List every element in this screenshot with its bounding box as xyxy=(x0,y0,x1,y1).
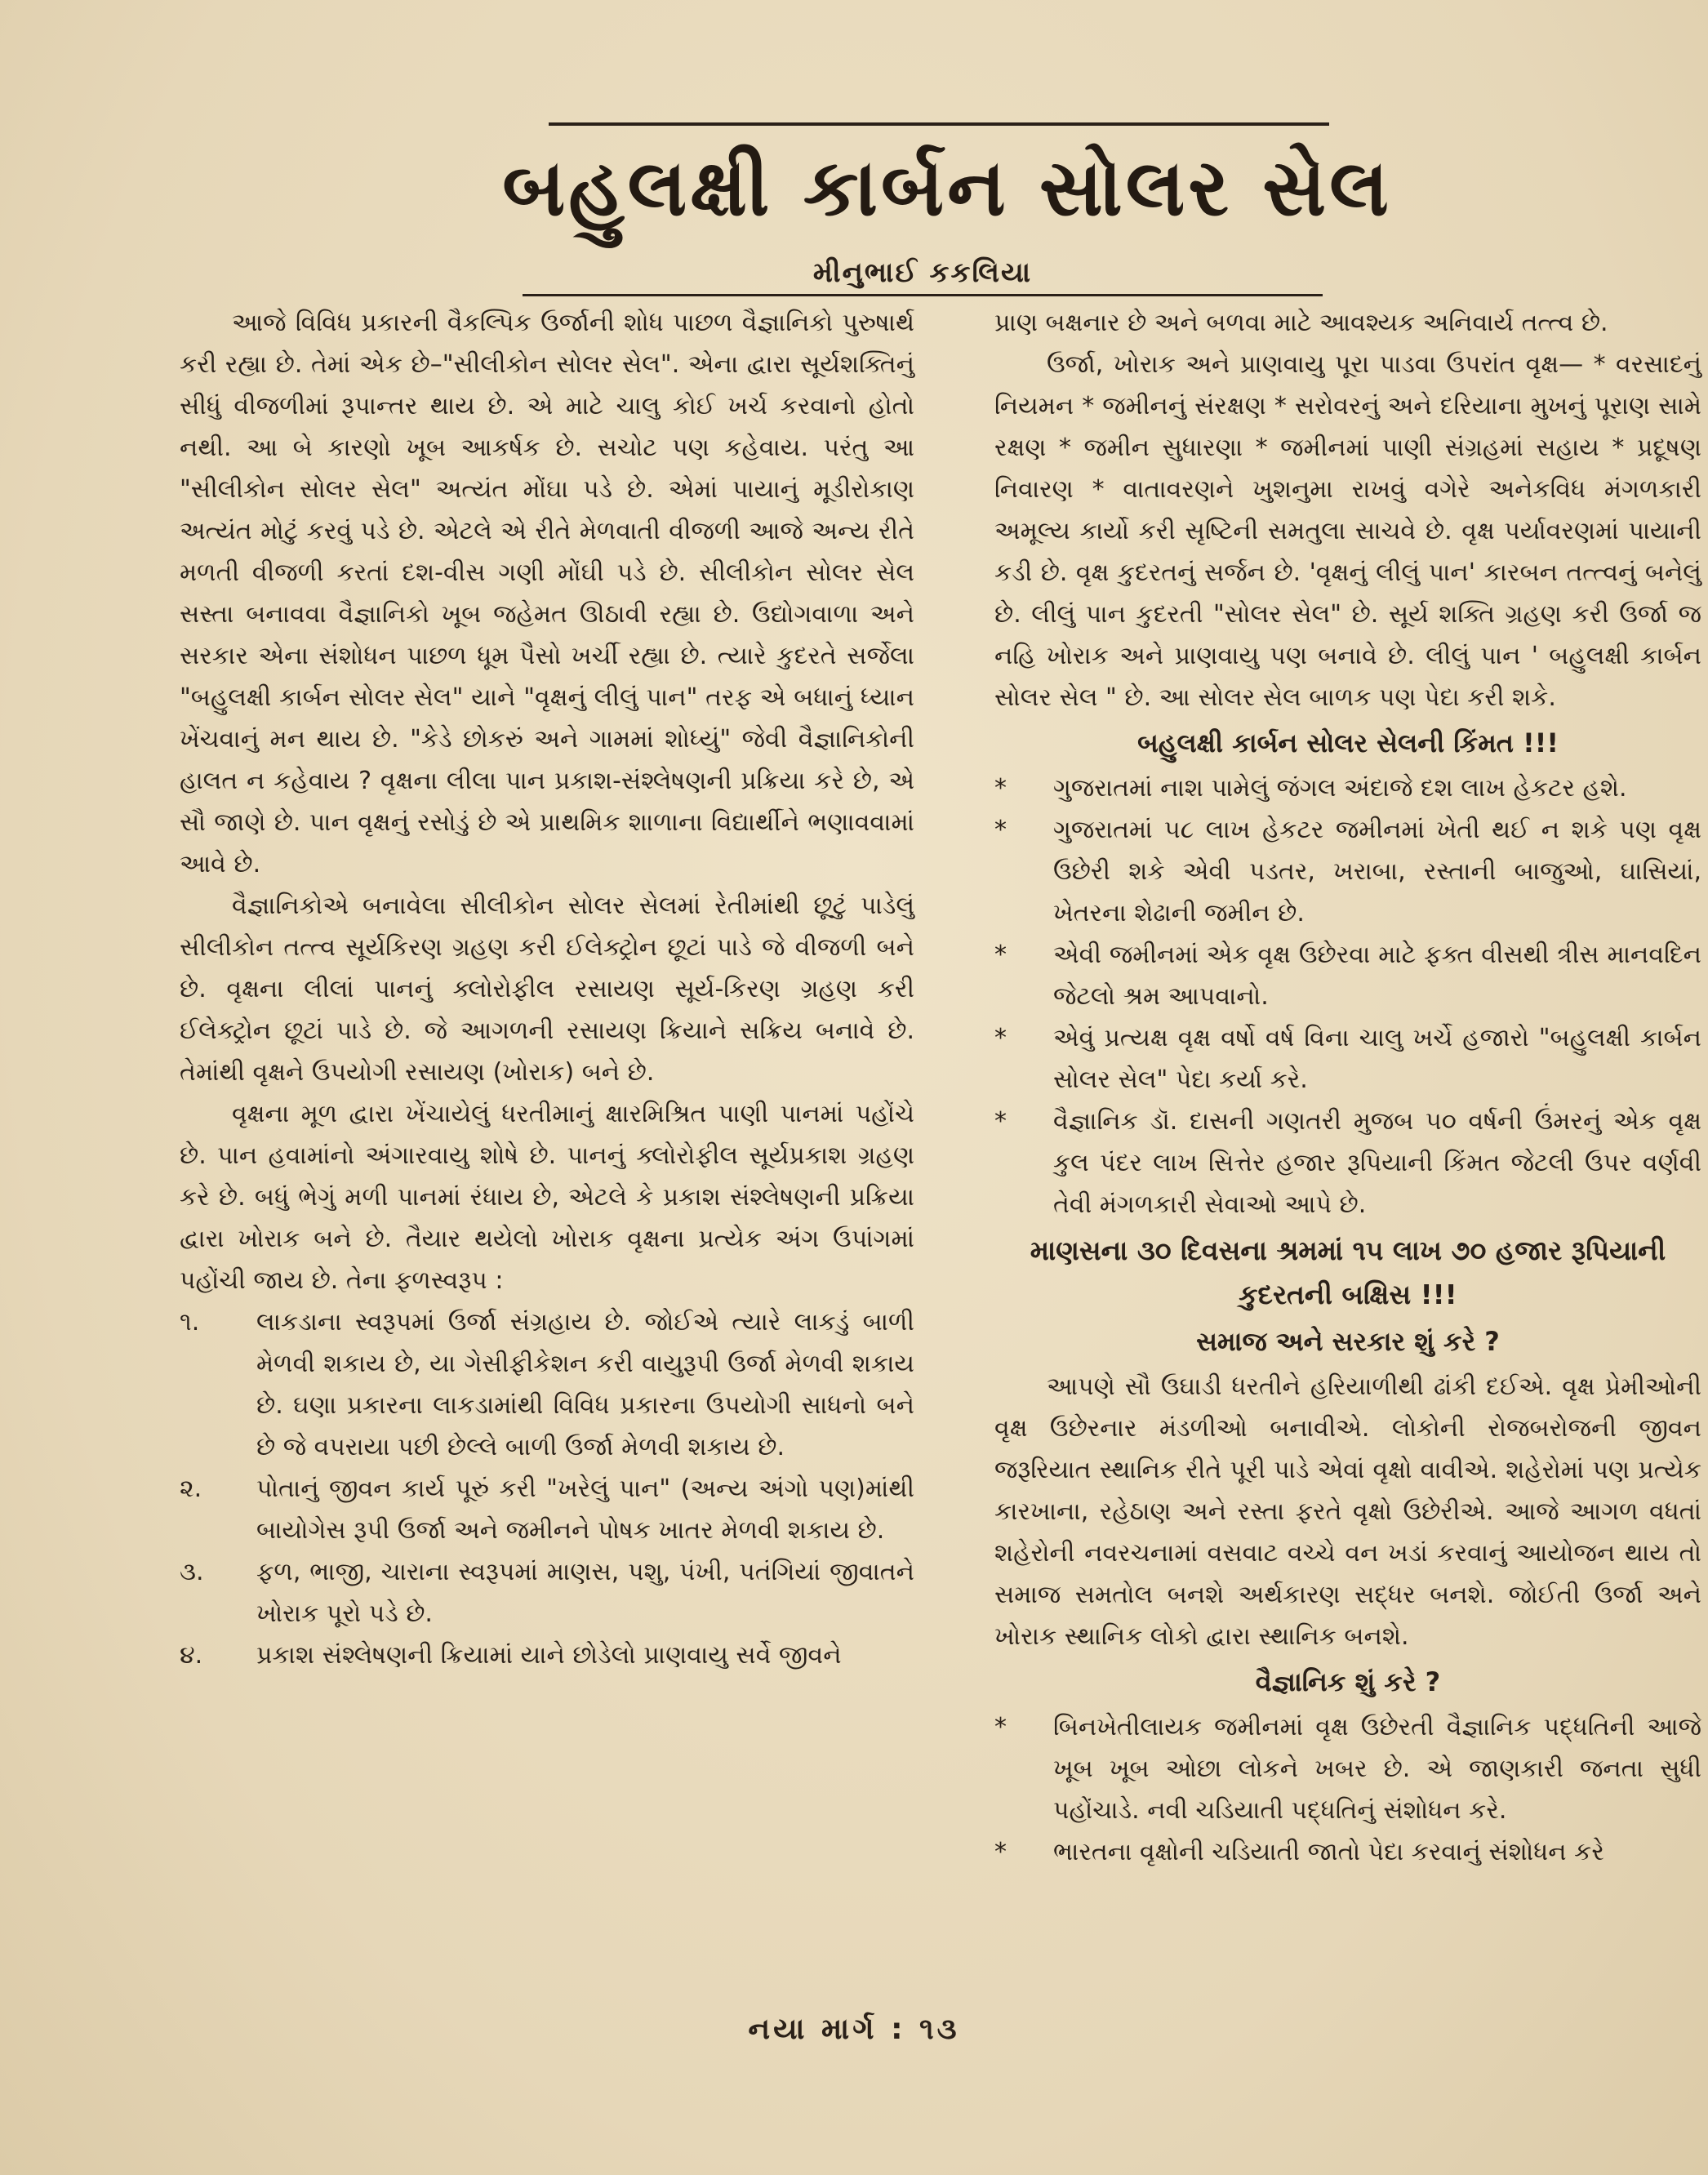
section-heading: વૈજ્ઞાનિક શું કરે ? xyxy=(1255,1666,1441,1697)
numbered-list xyxy=(180,1301,914,1676)
list-item xyxy=(180,1551,914,1635)
list-text: ફળ, ભાજી, ચારાના સ્વરૂપમાં માણસ, પશુ, પંખી, પતંગિયાં જીવાતને ખોરાક પૂરો પડે છે. xyxy=(256,1558,914,1628)
list-text: ગુજરાતમાં નાશ પામેલું જંગલ અંદાજે દશ લાખ હેકટર હશે. xyxy=(1053,774,1627,803)
paragraph: વૃક્ષના મૂળ દ્વારા ખેંચાયેલું ધરતીમાનું ક્ષારમિશ્રિત પાણી પાનમાં પહોંચે છે. પાન હવામાંનો અંગારવાયુ શોષે છે. પાનનું ક્લોરોફીલ સૂર્યપ્રકાશ ગ્રહણ કરે છે. બધું ભેગું મળી પાનમાં રંધાય છે, એટલે કે પ્રકાશ સંશ્લેષણની પ્રક્રિયા દ્વારા ખોરાક બને છે. તૈયાર થયેલો ખોરાક વૃક્ષના પ્રત્યેક અંગ ઉપાંગમાં પહોંચી જાય છે. તેના ફળસ્વરૂપ : xyxy=(180,1100,914,1295)
paragraph: આપણે સૌ ઉઘાડી ધરતીને હરિયાળીથી ઢાંકી દઈએ. વૃક્ષ પ્રેમીઓની વૃક્ષ ઉછેરનાર મંડળીઓ બનાવીએ. લોકોની રોજબરોજની જીવન જરૂરિયાત સ્થાનિક રીતે પૂરી પાડે એવાં વૃક્ષો વાવીએ. શહેરોમાં પણ પ્રત્યેક કારખાના, રહેઠાણ અને રસ્તા ફરતે વૃક્ષો ઉછેરીએ. આજે આગળ વધતાં શહેરોની નવરચનામાં વસવાટ વચ્ચે વન ખડાં કરવાનું આયોજન થાય તો સમાજ સમતોલ બનશે અર્થકારણ સદ્ધર બનશે. જોઈતી ઉર્જા અને ખોરાક સ્થાનિક લોકો દ્વારા સ્થાનિક બનશે. xyxy=(994,1372,1701,1651)
asterisk-icon: * xyxy=(994,1713,1007,1741)
asterisk-icon: * xyxy=(994,1838,1007,1866)
list-item xyxy=(180,1635,914,1676)
list-item xyxy=(994,1101,1701,1225)
left-column xyxy=(180,302,914,1676)
list-text: એવી જમીનમાં એક વૃક્ષ ઉછેરવા માટે ફક્ત વીસથી ત્રીસ માનવદિન જેટલો શ્રમ આપવાનો. xyxy=(1053,941,1701,1011)
star-list xyxy=(994,1706,1701,1873)
asterisk-icon: * xyxy=(994,1107,1007,1136)
list-text: ગુજરાતમાં ૫૮ લાખ હેકટર જમીનમાં ખેતી થઈ ન શકે પણ વૃક્ષ ઉછેરી શકે એવી પડતર, ખરાબા, રસ્તાની બાજુઓ, ઘાસિયાં, ખેતરના શેઢાની જમીન છે. xyxy=(1053,816,1701,927)
author-name: મીનુભાઈ કકલિયા xyxy=(812,256,1033,289)
article-title: બહુલક્ષી કાર્બન સોલર સેલ xyxy=(502,142,1392,234)
list-text: ભારતના વૃક્ષોની ચડિયાતી જાતો પેદા કરવાનું સંશોધન કરે xyxy=(1053,1838,1604,1866)
asterisk-icon: * xyxy=(994,774,1007,803)
section-heading: બહુલક્ષી કાર્બન સોલર સેલની કિંમત !!! xyxy=(1137,727,1559,758)
paragraph: પ્રાણ બક્ષનાર છે અને બળવા માટે આવશ્યક અનિવાર્ય તત્ત્વ છે. xyxy=(994,309,1608,337)
author-rule xyxy=(523,294,1323,296)
list-text: એવું પ્રત્યક્ષ વૃક્ષ વર્ષો વર્ષ વિના ચાલુ ખર્ચે હજારો "બહુલક્ષી કાર્બન સોલર સેલ" પેદા કર્યા કરે. xyxy=(1053,1024,1701,1094)
list-number: ૧. xyxy=(180,1308,200,1337)
right-column xyxy=(994,302,1701,1873)
list-number: ૨. xyxy=(180,1474,202,1503)
list-text: પ્રકાશ સંશ્લેષણની ક્રિયામાં યાને છોડેલો પ્રાણવાયુ સર્વે જીવને xyxy=(256,1641,842,1670)
list-item xyxy=(994,1706,1701,1831)
list-number: ૩. xyxy=(180,1558,204,1586)
list-item xyxy=(994,809,1701,934)
list-item xyxy=(180,1301,914,1468)
star-list xyxy=(994,767,1701,1225)
list-text: વૈજ્ઞાનિક ડૉ. દાસની ગણતરી મુજબ ૫૦ વર્ષની ઉંમરનું એક વૃક્ષ કુલ પંદર લાખ સિત્તેર હજાર રૂપિયાની કિંમત જેટલી ઉપર વર્ણવી તેવી મંગળકારી સેવાઓ આપે છે. xyxy=(1053,1107,1701,1219)
paragraph: ઉર્જા, ખોરાક અને પ્રાણવાયુ પૂરા પાડવા ઉપરાંત વૃક્ષ— * વરસાદનું નિયમન * જમીનનું સંરક્ષણ * સરોવરનું અને દરિયાના મુખનું પૂરાણ સામે રક્ષણ * જમીન સુધારણા * જમીનમાં પાણી સંગ્રહમાં સહાય * પ્રદૂષણ નિવારણ * વાતાવરણને ખુશનુમા રાખવું વગેરે અનેકવિધ મંગળકારી અમૂલ્ય કાર્યો કરી સૃષ્ટિની સમતુલા સાચવે છે. વૃક્ષ પર્યાવરણમાં પાયાની કડી છે. વૃક્ષ કુદરતનું સર્જન છે. 'વૃક્ષનું લીલું પાન' કારબન તત્ત્વનું બનેલું છે. લીલું પાન કુદરતી "સોલર સેલ" છે. સૂર્ય શક્તિ ગ્રહણ કરી ઉર્જા જ નહિ ખોરાક અને પ્રાણવાયુ પણ બનાવે છે. લીલું પાન ' બહુલક્ષી કાર્બન સોલર સેલ " છે. આ સોલર સેલ બાળક પણ પેદા કરી શકે. xyxy=(994,350,1701,712)
list-item xyxy=(994,767,1701,809)
page-footer: નયા માર્ગ : ૧૩ xyxy=(748,2013,960,2046)
list-item xyxy=(994,934,1701,1017)
title-rule xyxy=(549,122,1329,126)
list-item xyxy=(994,1831,1701,1873)
section-heading: સમાજ અને સરકાર શું કરે ? xyxy=(1196,1326,1500,1357)
paragraph: વૈજ્ઞાનિકોએ બનાવેલા સીલીકોન સોલર સેલમાં રેતીમાંથી છૂટું પાડેલું સીલીકોન તત્ત્વ સૂર્યકિરણ ગ્રહણ કરી ઈલેક્ટ્રોન છૂટાં પાડે જે વીજળી બને છે. વૃક્ષના લીલાં પાનનું ક્લોરોફીલ રસાયણ સૂર્ય-કિરણ ગ્રહણ કરી ઈલેક્ટ્રોન છૂટાં પાડે છે. જે આગળની રસાયણ ક્રિયાને સક્રિય બનાવે છે. તેમાંથી વૃક્ષને ઉપયોગી રસાયણ (ખોરાક) બને છે. xyxy=(180,892,914,1087)
list-text: પોતાનું જીવન કાર્ય પૂરું કરી "ખરેલું પાન" (અન્ય અંગો પણ)માંથી બાયોગેસ રૂપી ઉર્જા અને જમીનને પોષક ખાતર મેળવી શકાય છે. xyxy=(256,1474,914,1545)
list-number: ૪. xyxy=(180,1641,203,1670)
list-item xyxy=(994,1017,1701,1101)
asterisk-icon: * xyxy=(994,941,1007,969)
highlight-heading: માણસના ૩૦ દિવસના શ્રમમાં ૧૫ લાખ ૭૦ હજાર રૂપિયાની કુદરતની બક્ષિસ !!! xyxy=(1030,1234,1666,1310)
paragraph: આજે વિવિધ પ્રકારની વૈકલ્પિક ઉર્જાની શોધ પાછળ વૈજ્ઞાનિકો પુરુષાર્થ કરી રહ્યા છે. તેમાં એક છે–"સીલીકોન સોલર સેલ". એના દ્વારા સૂર્યશક્તિનું સીધું વીજળીમાં રૂપાન્તર થાય છે. એ માટે ચાલુ કોઈ ખર્ચ કરવાનો હોતો નથી. આ બે કારણો ખૂબ આકર્ષક છે. સચોટ પણ કહેવાય. પરંતુ આ "સીલીકોન સોલર સેલ" અત્યંત મોંઘા પડે છે. એમાં પાયાનું મૂડીરોકાણ અત્યંત મોટું કરવું પડે છે. એટલે એ રીતે મેળવાતી વીજળી આજે અન્ય રીતે મળતી વીજળી કરતાં દશ-વીસ ગણી મોંઘી પડે છે. સીલીકોન સોલર સેલ સસ્તા બનાવવા વૈજ્ઞાનિકો ખૂબ જહેમત ઊઠાવી રહ્યા છે. ઉદ્યોગવાળા અને સરકાર એના સંશોધન પાછળ ધૂમ પૈસો ખર્ચી રહ્યા છે. ત્યારે કુદરતે સર્જેલા "બહુલક્ષી કાર્બન સોલર સેલ" યાને "વૃક્ષનું લીલું પાન" તરફ એ બધાનું ધ્યાન ખેંચવાનું મન થાય છે. "કેડે છોકરું અને ગામમાં શોધ્યું" જેવી વૈજ્ઞાનિકોની હાલત ન કહેવાય ? વૃક્ષના લીલા પાન પ્રકાશ-સંશ્લેષણની પ્રક્રિયા કરે છે, એ સૌ જાણે છે. પાન વૃક્ષનું રસોડું છે એ પ્રાથમિક શાળાના વિદ્યાર્થીને ભણાવવામાં આવે છે. xyxy=(180,309,914,878)
list-text: બિનખેતીલાયક જમીનમાં વૃક્ષ ઉછેરતી વૈજ્ઞાનિક પદ્ધતિની આજે ખૂબ ખૂબ ઓછા લોકને ખબર છે. એ જાણકારી જનતા સુધી પહોંચાડે. નવી ચડિયાતી પદ્ધતિનું સંશોધન કરે. xyxy=(1053,1713,1701,1825)
list-text: લાકડાના સ્વરૂપમાં ઉર્જા સંગ્રહાય છે. જોઈએ ત્યારે લાકડું બાળી મેળવી શકાય છે, યા ગેસીફીકેશન કરી વાયુરૂપી ઉર્જા મેળવી શકાય છે. ઘણા પ્રકારના લાકડામાંથી વિવિધ પ્રકારના ઉપયોગી સાધનો બને છે જે વપરાયા પછી છેલ્લે બાળી ઉર્જા મેળવી શકાય છે. xyxy=(256,1308,914,1461)
list-item xyxy=(180,1468,914,1551)
asterisk-icon: * xyxy=(994,816,1007,844)
asterisk-icon: * xyxy=(994,1024,1007,1052)
